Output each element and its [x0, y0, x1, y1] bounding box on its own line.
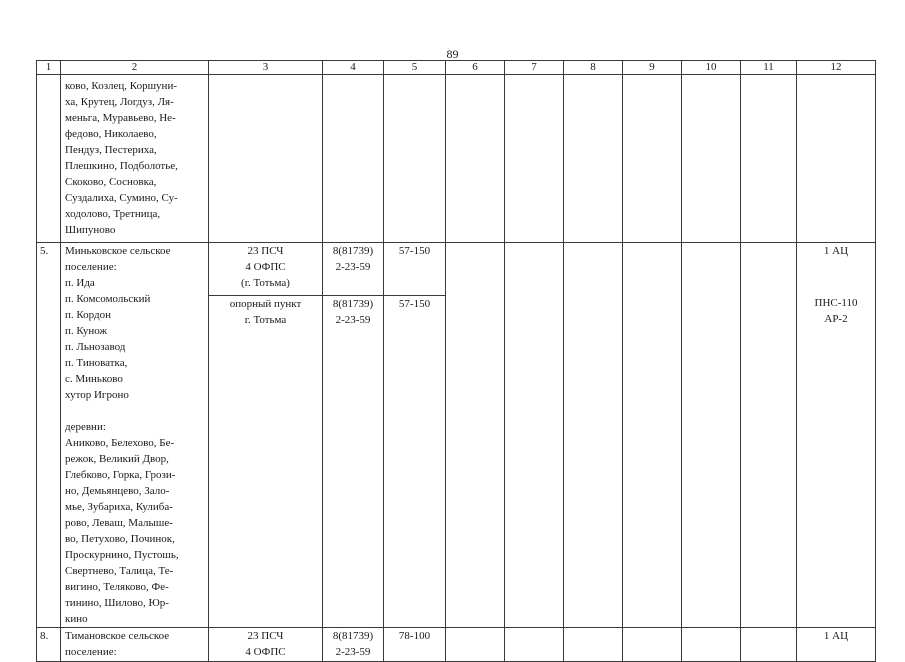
col-header-12: 12 — [797, 61, 876, 75]
text-line: но, Демьянцево, Зало- — [65, 485, 170, 497]
text-line: Пендуз, Пестериха, — [65, 144, 157, 156]
text-line: п. Льнозавод — [65, 341, 126, 353]
col-header-4: 4 — [323, 61, 384, 75]
text-line: Скоково, Сосновка, — [65, 176, 157, 188]
text-line: режок, Великий Двор, — [65, 453, 169, 465]
cell-distance: 57-150 — [384, 243, 446, 296]
header-row — [37, 61, 876, 75]
text-line: п. Тиноватка, — [65, 357, 128, 369]
text-line: Проскурнино, Пустошь, — [65, 549, 179, 561]
text-line: п. Кунож — [65, 325, 108, 337]
text-line — [65, 403, 206, 419]
text-line: Свертнево, Талица, Те- — [65, 565, 174, 577]
text-line: 4 ОФПС — [245, 646, 286, 658]
cell-fire-unit — [209, 295, 323, 627]
text-line: поселение: — [65, 646, 117, 658]
cell-equipment: 1 АЦ — [797, 243, 876, 296]
text-line: ходолово, Третница, — [65, 208, 161, 220]
col-header-5: 5 — [384, 61, 446, 75]
cell-distance: 78-100 — [384, 628, 446, 662]
col-header-11: 11 — [741, 61, 797, 75]
text-line: федово, Николаево, — [65, 128, 157, 140]
cell-phone — [323, 243, 384, 296]
text-line: опорный пункт — [229, 297, 302, 310]
text-line: 23 ПСЧ — [247, 245, 284, 257]
text-line: кино — [65, 613, 88, 625]
text-line: 2-23-59 — [335, 313, 371, 326]
text-line: 2-23-59 — [335, 261, 371, 273]
cell-distance: 57-150 — [384, 295, 446, 627]
text-line: г. Тотьма — [244, 313, 287, 326]
cell-equipment — [797, 295, 876, 627]
text-line: поселение: — [65, 261, 117, 273]
col-header-1: 1 — [37, 61, 61, 75]
cell-settlement-name — [61, 628, 209, 662]
cell-row-number: 5. — [37, 243, 61, 628]
text-line: (г. Тотьма) — [241, 277, 290, 289]
cell-phone — [323, 628, 384, 662]
text-line: п. Кордон — [65, 309, 112, 321]
text-line: Тимановское сельское — [65, 630, 170, 642]
cell-settlements — [61, 75, 209, 243]
col-header-7: 7 — [505, 61, 564, 75]
text-line: ПНС-110 — [814, 297, 858, 310]
text-line: во, Петухово, Починок, — [65, 533, 175, 545]
cell-equipment: 1 АЦ — [797, 628, 876, 662]
cell-num — [37, 75, 61, 243]
text-line: Шипуново — [65, 224, 116, 236]
text-line: рово, Леваш, Малыше- — [65, 517, 173, 529]
col-header-10: 10 — [682, 61, 741, 75]
cell-row-number: 8. — [37, 628, 61, 662]
text-line: деревни: — [65, 421, 106, 433]
text-line: меньга, Муравьево, Не- — [65, 112, 176, 124]
cell-fire-unit — [209, 628, 323, 662]
table-row-5a — [37, 243, 876, 296]
cell-phone — [323, 295, 384, 627]
col-header-2: 2 — [61, 61, 209, 75]
text-line: Глебково, Горка, Грози- — [65, 469, 176, 481]
text-line: 8(81739) — [332, 297, 374, 310]
text-line: АР-2 — [824, 313, 848, 326]
text-line: тинино, Шилово, Юр- — [65, 597, 169, 609]
text-line: ха, Крутец, Логдуз, Ля- — [65, 96, 174, 108]
text-line: Плешкино, Подболотье, — [65, 160, 178, 172]
cell-fire-unit — [209, 243, 323, 296]
page-number: 89 — [446, 47, 459, 61]
table-row-continuation — [37, 75, 876, 243]
text-line: 23 ПСЧ — [247, 630, 284, 642]
col-header-8: 8 — [564, 61, 623, 75]
text-line: ково, Козлец, Коршуни- — [65, 80, 177, 92]
text-line: с. Миньково — [65, 373, 123, 385]
text-line: хутор Игроно — [65, 389, 129, 401]
text-line: Аниково, Белехово, Бе- — [65, 437, 175, 449]
col-header-9: 9 — [623, 61, 682, 75]
col-header-3: 3 — [209, 61, 323, 75]
text-line: мье, Зубариха, Кулиба- — [65, 501, 173, 513]
cell-settlement-name — [61, 243, 209, 628]
text-line: 8(81739) — [332, 245, 374, 257]
text-line: п. Ида — [65, 277, 95, 289]
text-line: п. Комсомольский — [65, 293, 151, 305]
text-line: 2-23-59 — [335, 646, 371, 658]
fire-service-table — [36, 60, 876, 662]
text-line: вигино, Теляково, Фе- — [65, 581, 169, 593]
text-line: Миньковское сельское — [65, 245, 171, 257]
text-line: Суздалиха, Сумино, Су- — [65, 192, 178, 204]
text-line: 8(81739) — [332, 630, 374, 642]
text-line: 4 ОФПС — [245, 261, 286, 273]
col-header-6: 6 — [446, 61, 505, 75]
table-row-8 — [37, 628, 876, 662]
